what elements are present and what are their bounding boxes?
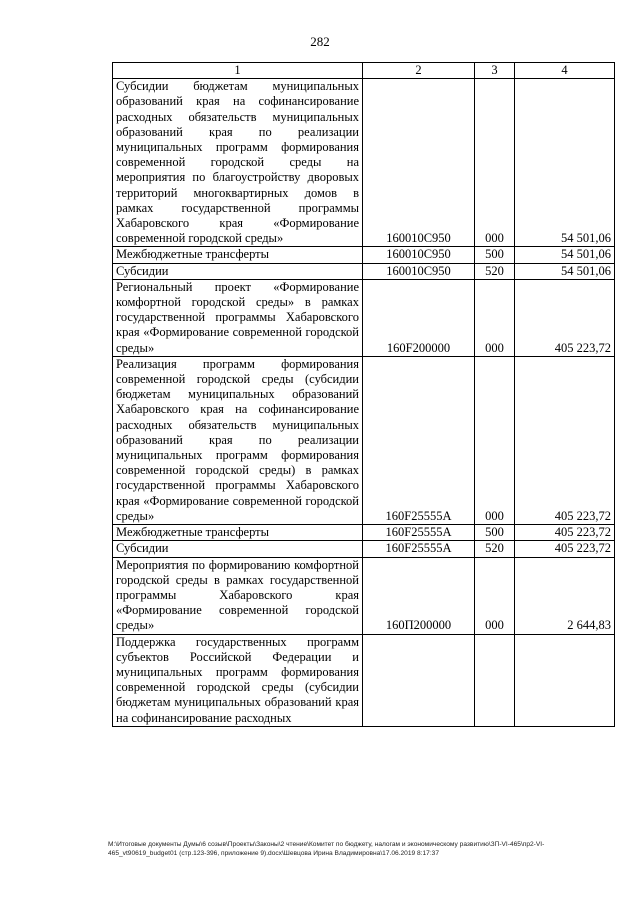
row-amount: 54 501,06 xyxy=(515,247,615,263)
row-type: 000 xyxy=(475,279,515,356)
row-code: 160F25555А xyxy=(363,525,475,541)
table-row xyxy=(113,525,615,541)
row-code: 160010С950 xyxy=(363,247,475,263)
footer-path-line-2: 465_vt90619_budget01 (стр.123-396, приложение 9).docx\Шевцова Ирина Владимировна\17.06.2019 8:17:37 xyxy=(108,850,440,857)
row-type: 000 xyxy=(475,79,515,247)
row-type xyxy=(475,634,515,726)
row-amount: 2 644,83 xyxy=(515,557,615,634)
row-type: 000 xyxy=(475,557,515,634)
row-type: 500 xyxy=(475,525,515,541)
header-col-4: 4 xyxy=(515,63,615,79)
row-amount: 405 223,72 xyxy=(515,525,615,541)
table-row xyxy=(113,263,615,279)
row-name: Региональный проект «Формирование комфортной городской среды» в рамках государственной программы Хабаровского края «Формирование современной городской среды» xyxy=(113,279,363,356)
header-col-3: 3 xyxy=(475,63,515,79)
page-number: 282 xyxy=(310,34,330,49)
budget-table xyxy=(112,62,615,727)
row-name: Субсидии xyxy=(113,541,363,557)
row-name: Межбюджетные трансферты xyxy=(113,247,363,263)
row-name: Межбюджетные трансферты xyxy=(113,525,363,541)
row-name: Поддержка государственных программ субъектов Российской Федерации и муниципальных программ формирования современной городской среды (субсидии бюджетам муниципальных образований края на софинансирование расходных xyxy=(113,634,363,726)
table-row xyxy=(113,79,615,247)
table-row xyxy=(113,634,615,726)
table-row xyxy=(113,356,615,524)
row-code: 160П200000 xyxy=(363,557,475,634)
row-code: 160F200000 xyxy=(363,279,475,356)
row-code xyxy=(363,634,475,726)
row-name: Мероприятия по формированию комфортной городской среды в рамках государственной программы Хабаровского края «Формирование современной городской среды» xyxy=(113,557,363,634)
document-path-footer xyxy=(108,840,618,858)
row-name: Реализация программ формирования современной городской среды (субсидии бюджетам муниципальных образований Хабаровского края на софинансирование расходных обязательств муниципальных образований края по реализации муниципальных программ формирования современной городской среды) в рамках государственной программы Хабаровского края «Формирование современной городской среды» xyxy=(113,356,363,524)
row-code: 160010С950 xyxy=(363,263,475,279)
header-col-1: 1 xyxy=(113,63,363,79)
row-amount: 405 223,72 xyxy=(515,541,615,557)
row-amount: 405 223,72 xyxy=(515,356,615,524)
row-type: 520 xyxy=(475,263,515,279)
row-code: 160010С950 xyxy=(363,79,475,247)
table-row xyxy=(113,541,615,557)
header-col-2: 2 xyxy=(363,63,475,79)
row-name: Субсидии бюджетам муниципальных образований края на софинансирование расходных обязательств муниципальных образований края по реализации муниципальных программ формирования современной городской среды на мероприятия по благоустройству дворовых территорий многоквартирных домов в рамках государственной программы Хабаровского края «Формирование современной городской среды» xyxy=(113,79,363,247)
footer-path-line-1: M:\Итоговые документы Думы\6 созыв\Проекты\Законы\2 чтение\Комитет по бюджету, налогам и экономическому развитию\ЗП-VI-465\пр2-VI- xyxy=(108,841,545,848)
table-row xyxy=(113,247,615,263)
row-code: 160F25555А xyxy=(363,356,475,524)
row-type: 000 xyxy=(475,356,515,524)
row-type: 520 xyxy=(475,541,515,557)
row-amount: 54 501,06 xyxy=(515,263,615,279)
row-name: Субсидии xyxy=(113,263,363,279)
row-type: 500 xyxy=(475,247,515,263)
row-amount xyxy=(515,634,615,726)
row-amount: 405 223,72 xyxy=(515,279,615,356)
table-row xyxy=(113,279,615,356)
row-amount: 54 501,06 xyxy=(515,79,615,247)
row-code: 160F25555А xyxy=(363,541,475,557)
table-row xyxy=(113,557,615,634)
table-header-row xyxy=(113,63,615,79)
